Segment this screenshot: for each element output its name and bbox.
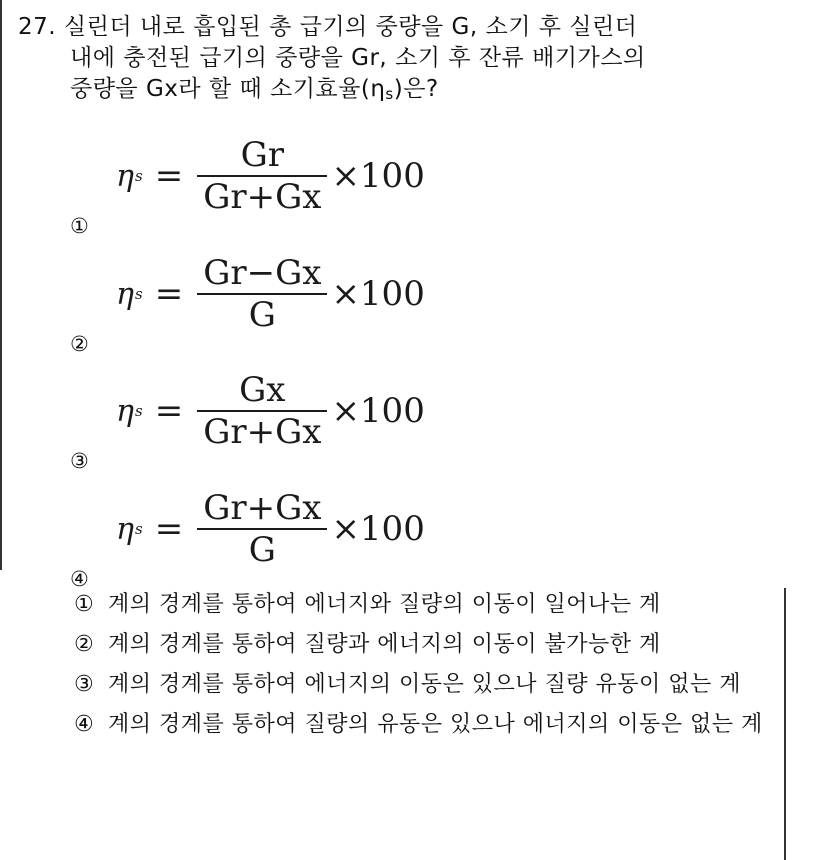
frame-border-left — [0, 0, 2, 570]
frame-border-right — [784, 588, 786, 860]
option-text: 계의 경계를 통하여 에너지와 질량의 이동이 일어나는 계 — [108, 592, 661, 617]
question-line-1-text: 실린더 내로 흡입된 총 급기의 중량을 G, 소기 후 실린더 — [63, 14, 638, 40]
eta-subscript: s — [134, 167, 143, 185]
question-line-3-before: 중량을 Gx라 할 때 소기효율(η — [70, 76, 386, 102]
formula-marker: ③ — [70, 449, 89, 473]
eta-symbol: η — [116, 393, 134, 429]
fraction — [197, 135, 327, 217]
times-multiplier: ×100 — [331, 156, 425, 196]
option-text: 계의 경계를 통하여 질량과 에너지의 이동이 불가능한 계 — [108, 632, 661, 657]
formula-marker: ② — [70, 332, 89, 356]
answer-option-4[interactable] — [74, 710, 764, 740]
question-line-2: 내에 충전된 급기의 중량을 Gr, 소기 후 잔류 배기가스의 — [70, 45, 646, 71]
fraction — [197, 253, 327, 335]
eta-subscript: s — [134, 285, 143, 303]
times-multiplier: ×100 — [331, 509, 425, 549]
eta-symbol: η — [116, 511, 134, 547]
option-text: 계의 경계를 통하여 질량의 유동은 있으나 에너지의 이동은 없는 계 — [108, 712, 763, 737]
equals-sign: = — [154, 274, 184, 314]
answer-options-list — [74, 590, 764, 750]
eta-subscript: s — [134, 402, 143, 420]
answer-option-2[interactable] — [74, 630, 764, 660]
formula-choice-1[interactable] — [70, 130, 490, 240]
times-multiplier: ×100 — [331, 274, 425, 314]
question-line-1 — [18, 12, 758, 43]
option-text: 계의 경계를 통하여 에너지의 이동은 있으나 질량 유동이 없는 계 — [108, 672, 741, 697]
question-text — [18, 12, 758, 110]
fraction-numerator: Gr — [240, 135, 285, 175]
equals-sign: = — [154, 509, 184, 549]
formula-marker: ④ — [70, 567, 89, 591]
formula-equation — [116, 248, 425, 340]
fraction-denominator: Gr+Gx — [203, 412, 322, 452]
eta-subscript: s — [134, 520, 143, 538]
fraction-numerator: Gx — [239, 370, 286, 410]
option-marker: ④ — [74, 712, 94, 737]
formula-equation — [116, 483, 425, 575]
equals-sign: = — [154, 156, 184, 196]
formula-choice-4[interactable] — [70, 483, 490, 593]
question-line-3-sub: s — [385, 85, 394, 103]
formula-choice-3[interactable] — [70, 365, 490, 475]
question-line-3-after: )은? — [393, 76, 439, 102]
eta-symbol: η — [116, 158, 134, 194]
fraction-denominator: Gr+Gx — [203, 177, 322, 217]
times-multiplier: ×100 — [331, 391, 425, 431]
answer-option-3[interactable] — [74, 670, 764, 700]
fraction — [197, 488, 327, 570]
eta-symbol: η — [116, 276, 134, 312]
fraction-denominator: G — [248, 530, 276, 570]
fraction — [197, 370, 327, 452]
option-marker: ② — [74, 632, 94, 657]
answer-option-1[interactable] — [74, 590, 764, 620]
formula-choice-2[interactable] — [70, 248, 490, 358]
option-marker: ① — [74, 592, 94, 617]
fraction-numerator: Gr−Gx — [203, 253, 322, 293]
option-marker: ③ — [74, 672, 94, 697]
question-line-3 — [18, 74, 758, 110]
fraction-numerator: Gr+Gx — [203, 488, 322, 528]
formula-equation — [116, 130, 425, 222]
equals-sign: = — [154, 391, 184, 431]
formula-marker: ① — [70, 214, 89, 238]
fraction-denominator: G — [248, 295, 276, 335]
formula-equation — [116, 365, 425, 457]
question-number: 27. — [18, 14, 57, 40]
